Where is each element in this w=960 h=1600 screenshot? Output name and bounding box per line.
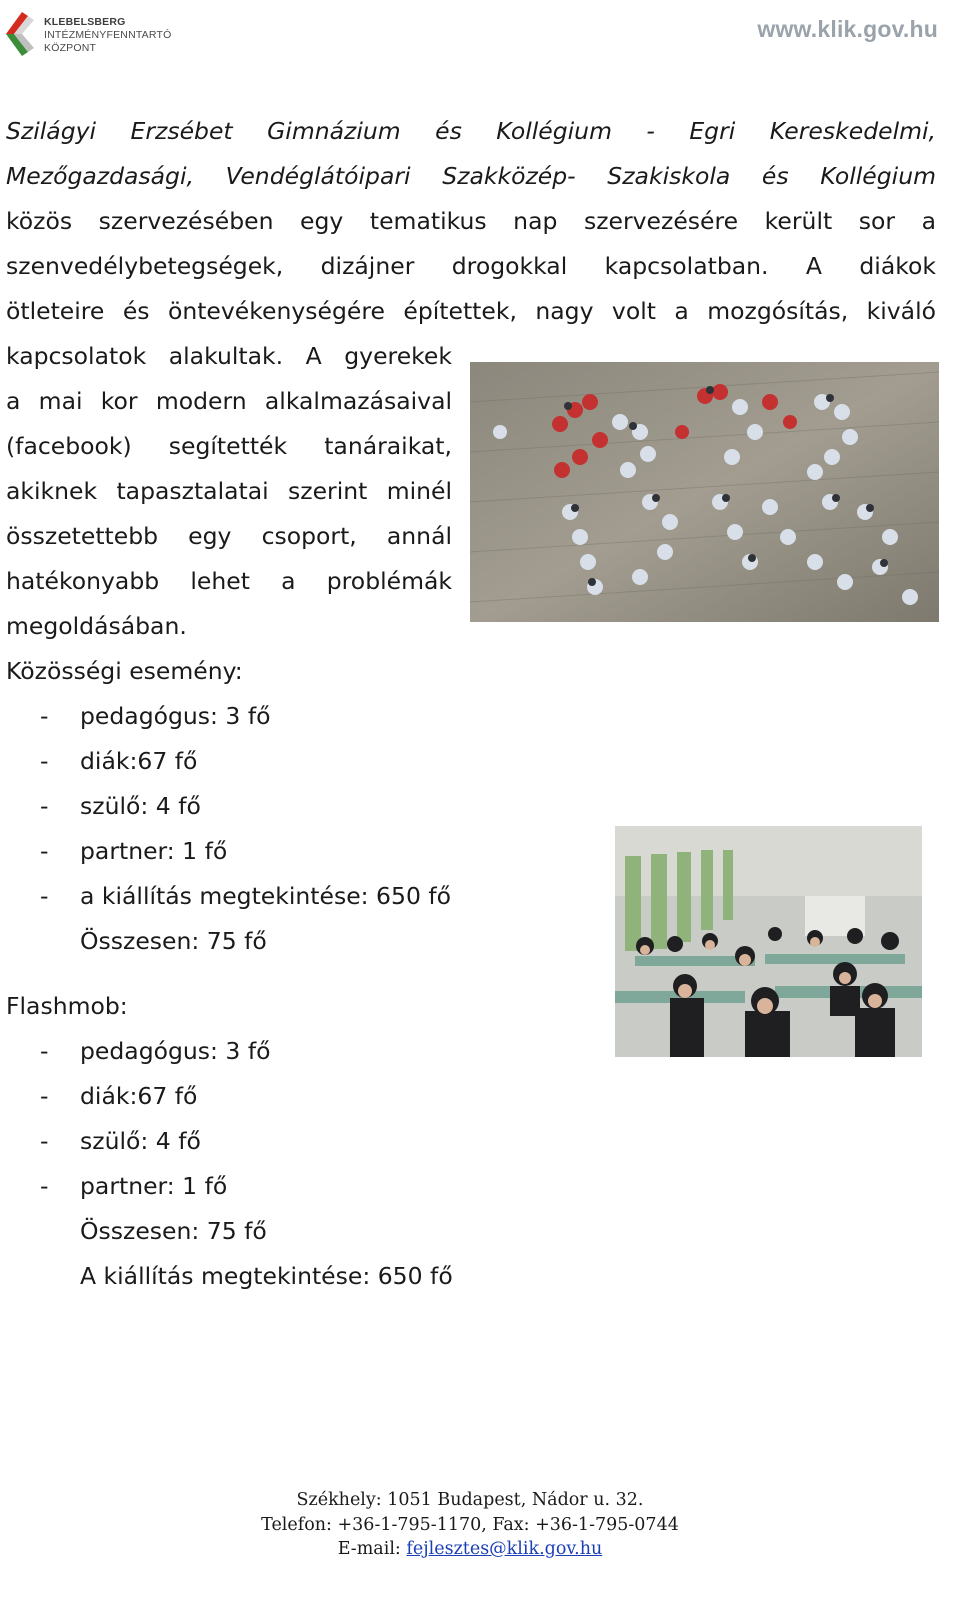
intro-line: a mai kor modern alkalmazásaival	[6, 387, 452, 415]
intro-line: összetettebb egy csoport, annál	[6, 522, 452, 550]
flashmob-heading: Flashmob:	[6, 992, 128, 1020]
intro-line: szenvedélybetegségek, dizájner drogokkal kapcsolatban. A diákok	[6, 252, 936, 280]
community-heading: Közösségi esemény:	[6, 657, 243, 685]
intro-line: megoldásában.	[6, 612, 187, 640]
page-header	[0, 0, 960, 70]
flashmob-photo	[470, 362, 939, 622]
footer-phone: Telefon: +36-1-795-1170, Fax: +36-1-795-0744	[261, 1514, 679, 1535]
flashmob-item: szülő: 4 fő	[80, 1127, 201, 1155]
flashmob-item: diák:67 fő	[80, 1082, 198, 1110]
intro-line: Szilágyi Erzsébet Gimnázium és Kollégium - Egri Kereskedelmi,	[6, 117, 936, 145]
list-dash: -	[40, 1127, 49, 1155]
page-footer	[0, 1488, 940, 1562]
list-dash: -	[40, 882, 49, 910]
list-dash: -	[40, 1082, 49, 1110]
community-total: Összesen: 75 fő	[80, 927, 267, 955]
community-item: diák:67 fő	[80, 747, 198, 775]
footer-address: Székhely: 1051 Budapest, Nádor u. 32.	[296, 1490, 644, 1510]
list-dash: -	[40, 792, 49, 820]
flashmob-item: pedagógus: 3 fő	[80, 1037, 271, 1065]
logo-line: KLEBELSBERG	[44, 16, 126, 28]
intro-line: hatékonyabb lehet a problémák	[6, 567, 452, 595]
intro-line: Mezőgazdasági, Vendéglátóipari Szakközép- Szakiskola és Kollégium	[6, 162, 936, 190]
footer-email-label: E-mail:	[337, 1539, 407, 1559]
community-item: szülő: 4 fő	[80, 792, 201, 820]
community-item: pedagógus: 3 fő	[80, 702, 271, 730]
list-dash: -	[40, 1172, 49, 1200]
list-dash: -	[40, 837, 49, 865]
flashmob-exhibition: A kiállítás megtekintése: 650 fő	[80, 1262, 453, 1290]
list-dash: -	[40, 702, 49, 730]
community-item: partner: 1 fő	[80, 837, 228, 865]
list-dash: -	[40, 747, 49, 775]
flashmob-item: partner: 1 fő	[80, 1172, 228, 1200]
flashmob-total: Összesen: 75 fő	[80, 1217, 267, 1245]
logo-line: INTÉZMÉNYFENNTARTÓ	[44, 29, 172, 41]
intro-line: akiknek tapasztalatai szerint minél	[6, 477, 452, 505]
site-url[interactable]: www.klik.gov.hu	[757, 16, 938, 42]
logo-line: KÖZPONT	[44, 42, 97, 54]
classroom-photo	[615, 826, 922, 1057]
intro-line: (facebook) segítették tanáraikat,	[6, 432, 452, 460]
intro-line: kapcsolatok alakultak. A gyerekek	[6, 342, 452, 370]
klik-emblem-icon	[4, 6, 40, 60]
footer-email-link[interactable]: fejlesztes@klik.gov.hu	[406, 1539, 603, 1559]
list-dash: -	[40, 1037, 49, 1065]
footer-email-line	[0, 1537, 940, 1562]
intro-line: ötleteire és öntevékenységére építettek, nagy volt a mozgósítás, kiváló	[6, 297, 936, 325]
logo-text	[44, 16, 171, 55]
community-item: a kiállítás megtekintése: 650 fő	[80, 882, 452, 910]
klebelsberg-logo	[4, 6, 184, 60]
intro-line: közös szervezésében egy tematikus nap szervezésére került sor a	[6, 207, 936, 235]
